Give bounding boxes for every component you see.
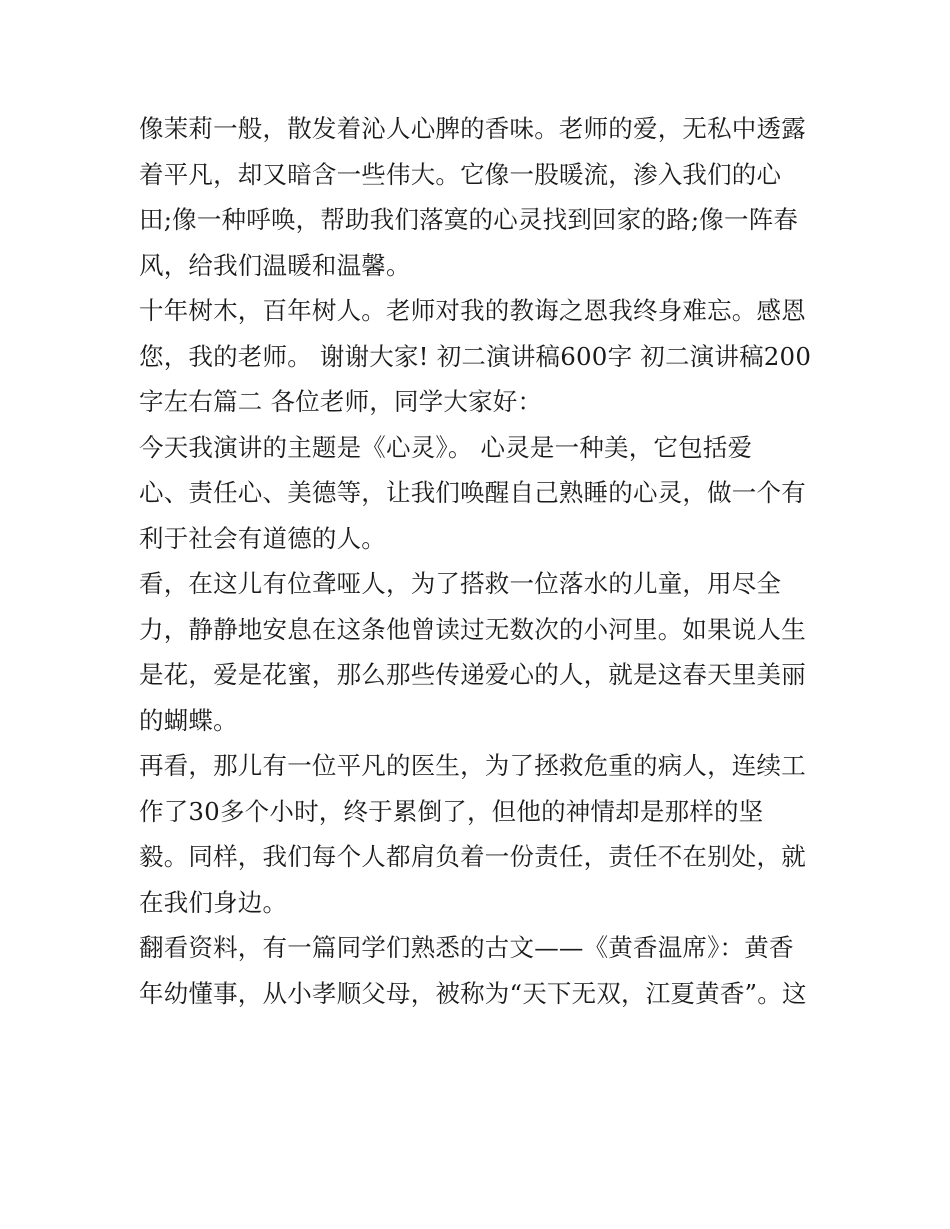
text-line: 像茉莉一般，散发着沁人心脾的香味。老师的爱，无私中透露 bbox=[139, 114, 806, 143]
text-line: 的蝴蝶。 bbox=[139, 705, 238, 735]
text-line: 毅。同样，我们每个人都肩负着一份责任，责任不在别处，就 bbox=[139, 842, 806, 871]
text-line: 今天我演讲的主题是《心灵》。 心灵是一种美，它包括爱 bbox=[139, 432, 753, 462]
text-line: 着平凡，却又暗含一些伟大。它像一股暖流，渗入我们的心 bbox=[139, 159, 782, 189]
text-line: 再看，那儿有一位平凡的医生，为了拯救危重的病人，连续工 bbox=[139, 751, 806, 780]
text-line: 在我们身边。 bbox=[139, 887, 288, 917]
body-text bbox=[139, 106, 819, 1016]
text-line: 田;像一种呼唤，帮助我们落寞的心灵找到回家的路;像一阵春 bbox=[139, 205, 799, 234]
text-line: 十年树木，百年树人。老师对我的教诲之恩我终身难忘。感恩 bbox=[139, 296, 806, 325]
text-line: 是花，爱是花蜜，那么那些传递爱心的人，就是这春天里美丽 bbox=[139, 660, 806, 689]
text-line: 看，在这儿有位聋哑人，为了搭救一位落水的儿童，用尽全 bbox=[139, 569, 782, 598]
text-line: 作了30多个小时，终于累倒了，但他的神情却是那样的坚 bbox=[139, 796, 764, 826]
text-line: 利于社会有道德的人。 bbox=[139, 523, 386, 553]
text-line: 风，给我们温暖和温馨。 bbox=[139, 250, 411, 280]
text-line: 字左右篇二 各位老师，同学大家好： bbox=[139, 387, 543, 416]
text-line: 心、责任心、美德等，让我们唤醒自己熟睡的心灵，做一个有 bbox=[139, 478, 806, 507]
text-line: 翻看资料，有一篇同学们熟悉的古文——《黄香温席》：黄香 bbox=[139, 933, 794, 962]
text-line: 年幼懂事，从小孝顺父母，被称为“天下无双，江夏黄香”。这 bbox=[139, 978, 807, 1008]
text-line: 力，静静地安息在这条他曾读过无数次的小河里。如果说人生 bbox=[139, 614, 806, 644]
text-line: 您，我的老师。 谢谢大家! 初二演讲稿600字 初二演讲稿200 bbox=[139, 341, 812, 371]
